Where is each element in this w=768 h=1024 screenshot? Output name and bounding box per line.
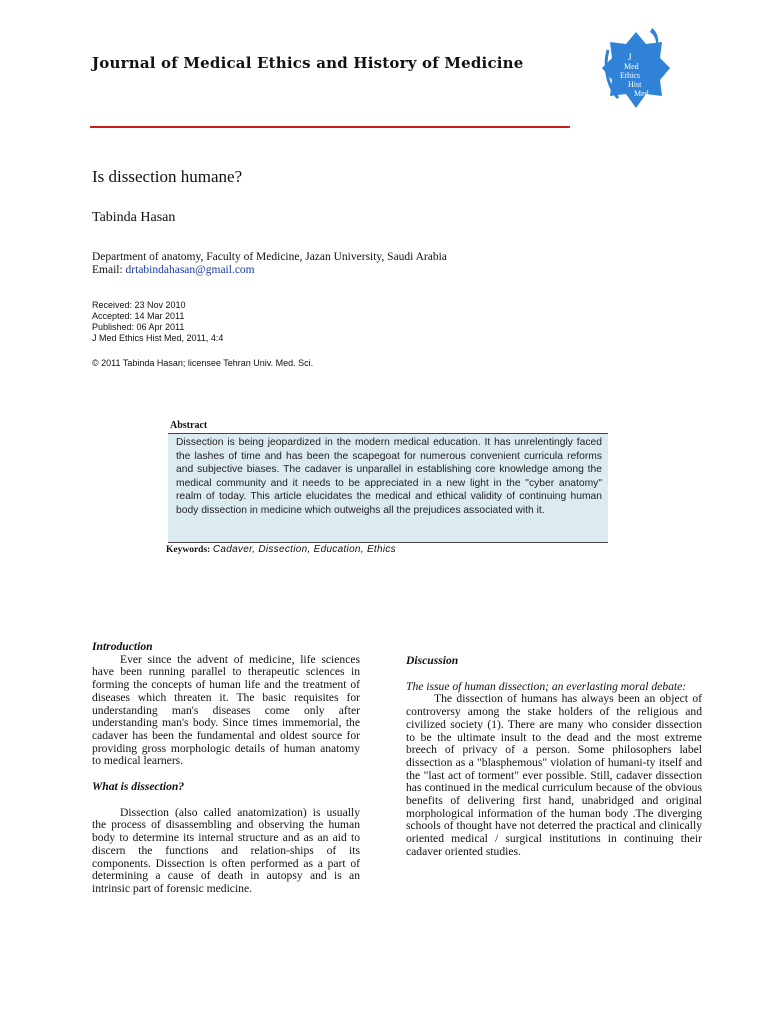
copyright: © 2011 Tabinda Hasan; licensee Tehran Univ. Med. Sci. <box>92 358 314 368</box>
what-heading: What is dissection? <box>92 780 185 794</box>
accepted-date: Accepted: 14 Mar 2011 <box>92 311 185 321</box>
citation: J Med Ethics Hist Med, 2011, 4:4 <box>92 333 224 343</box>
right-column <box>406 655 702 859</box>
discussion-heading: Discussion <box>406 654 459 667</box>
email-label: Email: <box>92 264 123 276</box>
affiliation-text: Department of anatomy, Faculty of Medicine, Jazan University, Saudi Arabia <box>92 251 447 263</box>
issue-paragraph: The dissection of humans has always been an object of controversy among the stake holders of the religious and civilized society (1). There are many who consider dissection to be the ultimate insult to the dead and the most extreme breech of privacy of a person. Some philosophers label dissection as a "blasphemous" violation of humani-ty itself and the "last act of torment" ever possible. Still, cadaver dissection has continued in the medical curriculum because of the obvious benefits of delivering first hand, unabridged and original morphological information of the human body .The diverging schools of thought have not deterred the practical and clinically oriented medical / surgical institutions in continuing their cadaver oriented studies. <box>406 692 702 858</box>
left-column <box>92 641 360 896</box>
keywords-list: Cadaver, Dissection, Education, Ethics <box>212 544 396 555</box>
email-line <box>92 264 447 277</box>
publication-dates <box>92 300 223 344</box>
abstract-box <box>168 433 608 543</box>
logo-letter-5: Med <box>634 89 649 98</box>
published-date: Published: 06 Apr 2011 <box>92 322 185 332</box>
what-paragraph: Dissection (also called anatomization) is usually the process of disassembling and observing the human body to determine its internal structure and as an aid to discern the functions and relation-ships of its components. Dissection is often performed as a part of determining a cause of death in autopsy and is an intrinsic part of forensic medicine. <box>92 805 360 895</box>
logo-letter-3: Ethics <box>620 71 640 80</box>
author-name: Tabinda Hasan <box>92 210 176 225</box>
header-rule <box>90 126 570 128</box>
abstract-label: Abstract <box>170 420 208 431</box>
logo-letter-2: Med <box>624 62 639 71</box>
received-date: Received: 23 Nov 2010 <box>92 300 186 310</box>
logo-letter-4: Hist <box>628 80 642 89</box>
keywords-label: Keywords: <box>166 545 211 555</box>
logo-letter-1: J <box>628 52 632 62</box>
keywords-line <box>166 544 396 555</box>
journal-logo <box>600 24 672 124</box>
issue-subheading: The issue of human dissection; an everlasting moral debate: <box>406 679 687 693</box>
article-title: Is dissection humane? <box>92 167 243 186</box>
intro-paragraph: Ever since the advent of medicine, life sciences have been running parallel to therapeutic sciences in forming the concepts of human life and the treatment of diseases which threaten it. The basic requisites for understanding man's diseases come only after understanding man's body. Since times immemorial, the cadaver has been the fundamental and oldest source for providing gross morphologic details of human anatomy to medical learners. <box>92 652 360 768</box>
email-link[interactable]: drtabindahasan@gmail.com <box>125 264 255 276</box>
intro-heading: Introduction <box>92 640 153 653</box>
abstract-text: Dissection is being jeopardized in the modern medical education. It has unrelentingly faced the lashes of time and has been the scapegoat for numerous convenient curricula reforms and subjective biases. The cadaver is unparallel in establishing core knowledge among the medical community and it needs to be appreciated in a new light in the "cyber anatomy" realm of today. This article elucidates the medical and ethical validity of continuing human body dissection in medicine which outweighs all the prejudices associated with it. <box>176 437 602 516</box>
journal-title: Journal of Medical Ethics and History of Medicine <box>92 54 524 72</box>
affiliation-block <box>92 251 447 277</box>
